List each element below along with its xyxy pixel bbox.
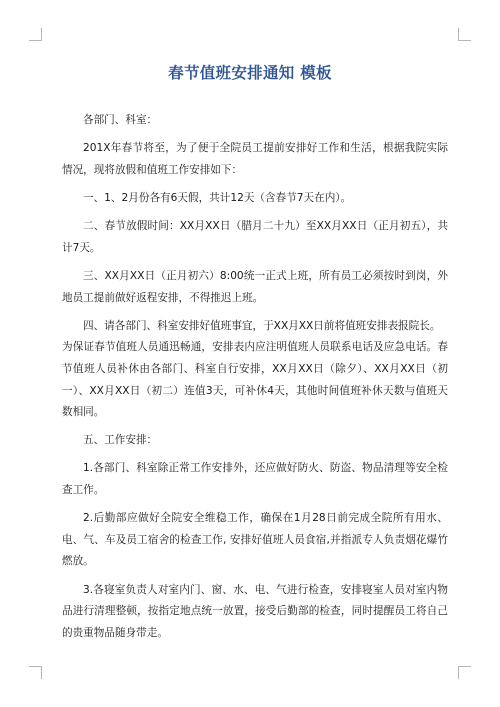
item-2: 二、春节放假时间：XX月XX日（腊月二十九）至XX月XX日（正月初五），共计7天。	[62, 220, 448, 254]
document-title: 春节值班安排通知 模板	[168, 64, 332, 82]
item-1: 一、1、2月份各有6天假，共计12天（含春节7天在内）。	[83, 191, 352, 204]
item-4-continued: 为保证春节值班人员通迅畅通，安排表内应注明值班人员联系电话及应急电话。春节值班人员补休由各部门、科室自行安排，XX月XX日（除夕）、XX月XX日（初一）、XX月XX日（初二）连值3天，可补休4天，其他时间值班补休天数与值班天数相同。	[62, 341, 448, 419]
crop-mark-bottom-right-h	[458, 666, 471, 667]
work-item-2: 2.后勤部应做好全院安全维稳工作，确保在1月28日前完成全院所有用水、电、气、车及员工宿舍的检查工作, 安排好值班人员食宿,并指派专人负责烟花爆竹燃放。	[62, 512, 448, 568]
item-5-heading: 五、工作安排：	[83, 434, 158, 447]
item-3: 三、XX月XX日（正月初六）8:00统一正式上班，所有员工必须按时到岗，外地员工提前做好返程安排，不得推迟上班。	[62, 269, 448, 304]
crop-mark-top-right-h	[458, 40, 471, 41]
document-body	[62, 110, 448, 651]
crop-mark-bottom-right-v	[458, 666, 459, 679]
crop-mark-top-left-v	[41, 28, 42, 41]
item-4: 四、请各部门、科室安排好值班事宜，于XX月XX日前将值班安排表报院长。	[83, 319, 441, 332]
salutation: 各部门、科室：	[83, 114, 158, 126]
intro-paragraph: 201X年春节将至，为了便于全院员工提前安排好工作和生活，根据我院实际情况，现将放假和值班工作安排如下：	[62, 142, 448, 176]
crop-mark-bottom-left-v	[41, 666, 42, 679]
work-item-3: 3.各寝室负责人对室内门、窗、水、电、气进行检查，安排寝室人员对室内物品进行清理整顿，按指定地点统一放置，接受后勤部的检查，同时提醒员工将自己的贵重物品随身带走。	[62, 583, 448, 639]
crop-mark-top-right-v	[458, 28, 459, 41]
work-item-1: 1.各部门、科室除正常工作安排外，还应做好防火、防盗、物品清理等安全检查工作。	[62, 462, 448, 497]
